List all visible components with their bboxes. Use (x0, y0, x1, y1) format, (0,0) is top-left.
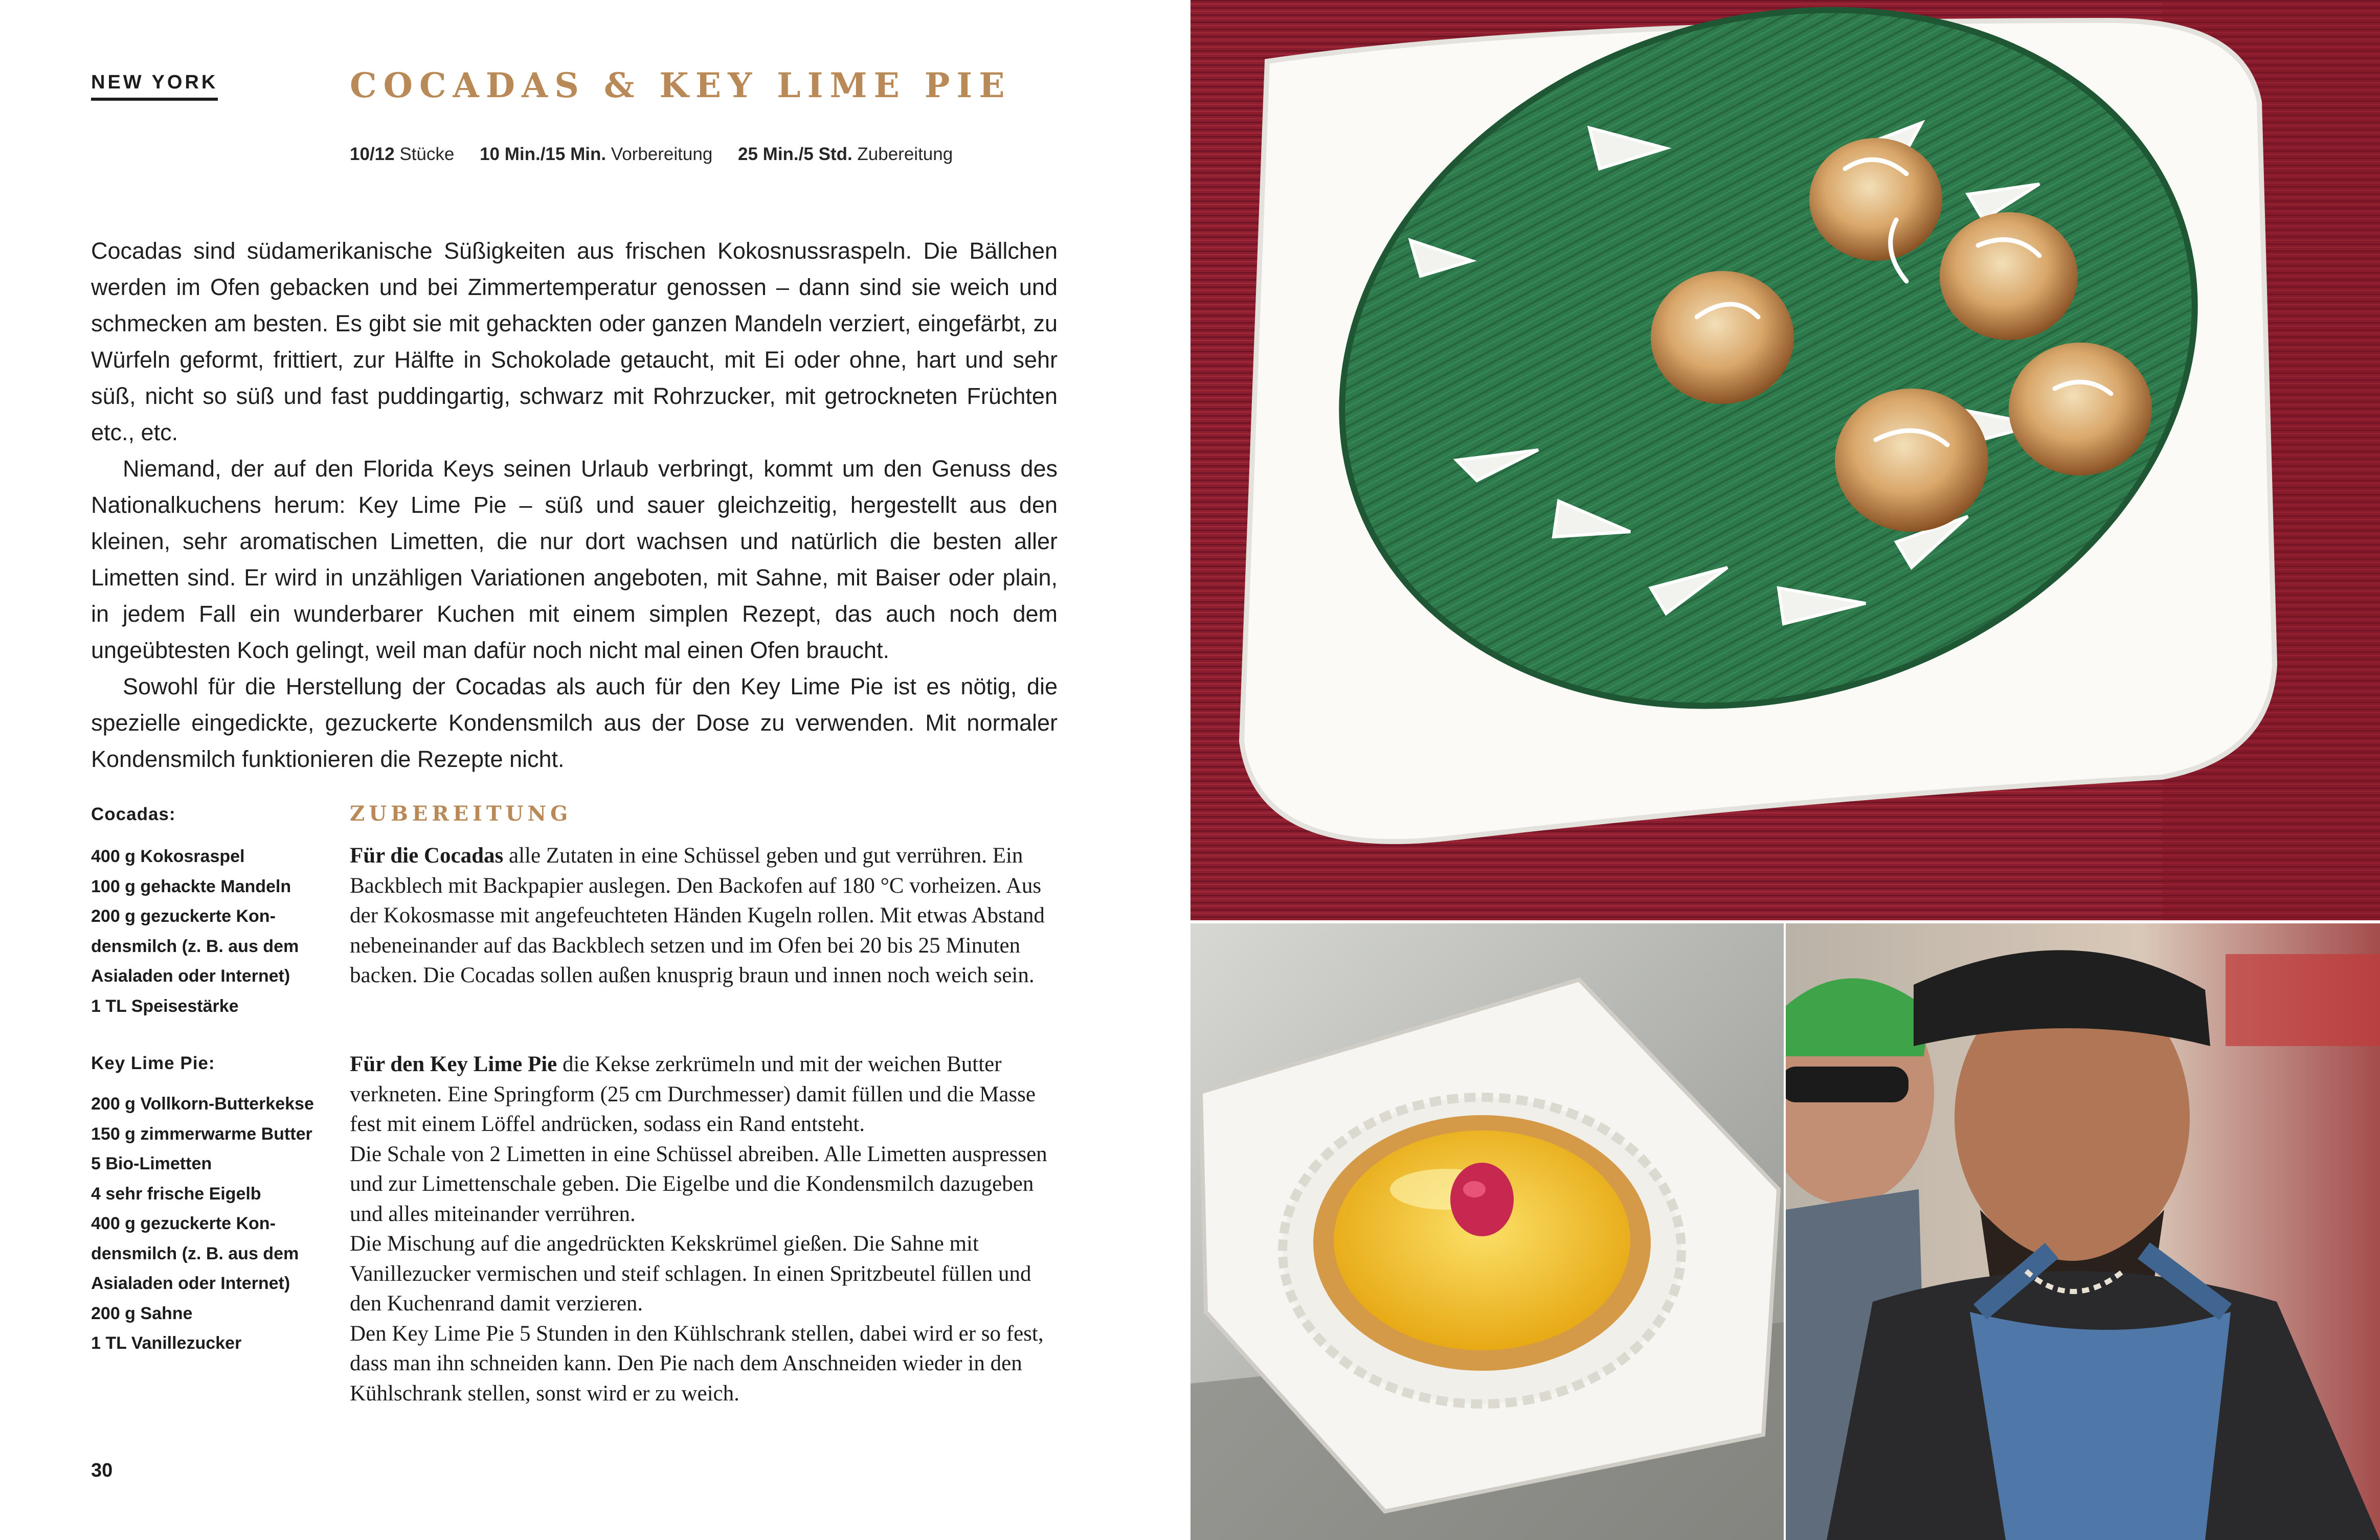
ingredients-list-cocadas (91, 842, 331, 1021)
meta-yield: 10/12 Stücke (350, 144, 455, 164)
photo-cocadas-plate (1191, 0, 2380, 923)
ingredient-item: densmilch (z. B. aus dem (91, 1243, 299, 1263)
recipe-title: COCADAS & KEY LIME PIE (350, 65, 1012, 105)
ingredient-item: 1 TL Vanillezucker (91, 1333, 242, 1353)
ingredient-item: 400 g gezuckerte Kon- (91, 1214, 276, 1233)
ingredient-item: 400 g Kokosraspel (91, 847, 245, 866)
meta-cook: 25 Min./5 Std. Zubereitung (738, 144, 953, 164)
raspberry (1450, 1163, 1514, 1236)
preparation-lead: Für die Cocadas (350, 844, 504, 868)
ingredients-list-pie (91, 1089, 331, 1358)
preparation-cocadas (350, 841, 1066, 991)
photo-key-lime-pie (1191, 923, 1784, 1540)
ingredient-item: 200 g Vollkorn-Butterkekse (91, 1094, 314, 1114)
ingredient-item: densmilch (z. B. aus dem (91, 936, 299, 956)
preparation-paragraph: Den Key Lime Pie 5 Stunden in den Kühlschrank stellen, dabei wird er so fest, dass man ihn schneiden kann. Den Pie nach dem Anschneiden wieder in den Kühlschrank stellen, sonst wird er zu weich. (350, 1321, 1044, 1406)
section-label: NEW YORK (91, 72, 218, 101)
vendor-illustration (1786, 923, 2380, 1540)
ingredient-item: Asialaden oder Internet) (91, 966, 290, 986)
page-number: 30 (91, 1460, 113, 1481)
preparation-paragraph: Für den Key Lime Pie die Kekse zerkrümeln und mit der weichen Butter verkneten. Eine Springform (25 cm Durchmesser) damit füllen und die Masse fest mit einem Löffel andrücken, sodass ein Rand entsteht. (350, 1052, 1036, 1136)
ingredient-item: 200 g gezuckerte Kon- (91, 907, 276, 926)
key-lime-pie-illustration (1191, 923, 1784, 1540)
ingredients-heading-cocadas: Cocadas: (91, 804, 176, 824)
ingredient-item: 100 g gehackte Mandeln (91, 876, 291, 896)
ingredient-item: 5 Bio-Limetten (91, 1154, 212, 1173)
preparation-heading: ZUBEREITUNG (350, 802, 572, 826)
intro-text (91, 233, 1058, 777)
meta-prep: 10 Min./15 Min. Vorbereitung (480, 144, 713, 164)
ingredient-item: 1 TL Speisestärke (91, 996, 239, 1016)
intro-paragraph: Sowohl für die Herstellung der Cocadas als auch für den Key Lime Pie ist es nötig, die spezielle eingedickte, gezuckerte Kondensmilch aus der Dose zu verwenden. Mit normaler Kondensmilch funktionieren die Rezepte nicht. (91, 673, 1058, 772)
preparation-paragraph: Die Mischung auf die angedrückten Kekskrümel gießen. Die Sahne mit Vanillezucker vermischen und steif schlagen. In einen Spritzbeutel füllen und den Kuchenrand damit verzieren. (350, 1232, 1031, 1316)
ingredient-item: 200 g Sahne (91, 1303, 193, 1323)
recipe-meta (350, 144, 973, 165)
preparation-paragraph: Für die Cocadas alle Zutaten in eine Schüssel geben und gut verrühren. Ein Backblech mit Backpapier auslegen. Den Backofen auf 180 °C vorheizen. Aus der Kokosmasse mit angefeuchteten Händen Kugeln rollen. Mit etwas Abstand nebeneinander auf das Backblech setzen und im Ofen bei 20 bis 25 Minuten backen. Die Cocadas sollen außen knusprig braun und innen noch weich sein. (350, 844, 1045, 987)
preparation-paragraph: Die Schale von 2 Limetten in eine Schüssel abreiben. Alle Limetten auspressen und zur Limettenschale geben. Die Eigelbe und die Kondensmilch dazugeben und alles miteinander verrühren. (350, 1142, 1047, 1226)
preparation-lead: Für den Key Lime Pie (350, 1052, 557, 1076)
ingredient-item: Asialaden oder Internet) (91, 1274, 290, 1293)
preparation-pie (350, 1050, 1066, 1409)
ingredient-item: 4 sehr frische Eigelb (91, 1184, 261, 1204)
intro-paragraph: Cocadas sind südamerikanische Süßigkeiten aus frischen Kokosnussraspeln. Die Bällchen werden im Ofen gebacken und bei Zimmertemperatur genossen – dann sind sie weich und schmecken am besten. Es gibt sie mit gehackten oder ganzen Mandeln verziert, eingefärbt, zu Würfeln geformt, frittiert, zur Hälfte in Schokolade getaucht, mit Ei oder ohne, hart und sehr süß, nicht so süß und fast puddingartig, schwarz mit Rohrzucker, mit getrockneten Früchten etc., etc. (91, 238, 1058, 445)
ingredients-heading-pie: Key Lime Pie: (91, 1053, 215, 1073)
ingredient-item: 150 g zimmerwarme Butter (91, 1124, 312, 1144)
cocadas-illustration (1191, 0, 2380, 923)
photo-market-vendor (1786, 923, 2380, 1540)
intro-paragraph: Niemand, der auf den Florida Keys seinen Urlaub verbringt, kommt um den Genuss des Nationalkuchens herum: Key Lime Pie – süß und sauer gleichzeitig, hergestellt aus den kleinen, sehr aromatischen Limetten, die nur dort wachsen und natürlich die besten aller Limetten sind. Er wird in unzähligen Variationen angeboten, mit Sahne, mit Baiser oder plain, in jedem Fall ein wunderbarer Kuchen mit einem simplen Rezept, das auch noch dem ungeübtesten Koch gelingt, weil man dafür noch nicht mal einen Ofen braucht. (91, 456, 1058, 663)
